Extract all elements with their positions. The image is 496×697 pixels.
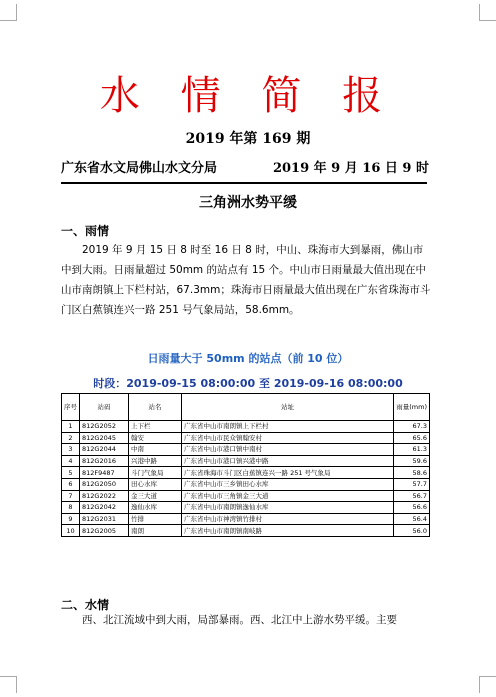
column-header: 雨量(mm) xyxy=(394,394,430,421)
table-time-range: 时段：2019-09-15 08:00:00 至 2019-09-16 08:00:00 xyxy=(93,377,403,390)
station-code: 812G2050 xyxy=(80,478,129,490)
section-heading-rain: 一、雨情 xyxy=(61,224,110,238)
station-address: 广东省中山市南朗镇逸仙水库 xyxy=(182,502,394,514)
issuing-organization: 广东省水文局佛山水文分局 xyxy=(61,161,218,176)
section-heading-water: 二、水情 xyxy=(61,598,110,612)
row-index: 8 xyxy=(62,502,80,514)
station-address: 广东省中山市三角镇金三大道 xyxy=(182,490,394,502)
station-address: 广东省中山市港口镇兴港中路 xyxy=(182,455,394,467)
rainfall-value: 56.6 xyxy=(394,502,430,514)
rainfall-value: 61.3 xyxy=(394,444,430,456)
water-paragraph: 西、北江流域中到大雨，局部暴雨。西、北江中上游水势平缓。主要 xyxy=(82,614,397,626)
table-row xyxy=(62,502,430,514)
table-row xyxy=(62,432,430,444)
row-index: 3 xyxy=(62,444,80,456)
station-name: 逸仙水库 xyxy=(129,502,182,514)
rainfall-value: 59.6 xyxy=(394,455,430,467)
table-row xyxy=(62,525,430,537)
column-header: 序号 xyxy=(62,394,80,421)
station-code: 812G2016 xyxy=(80,455,129,467)
rainfall-value: 56.4 xyxy=(394,513,430,525)
table-row xyxy=(62,513,430,525)
corner-mark xyxy=(0,676,17,693)
station-code: 812G2005 xyxy=(80,525,129,537)
corner-mark xyxy=(479,676,496,693)
issue-date: 2019 年 9 月 16 日 9 时 xyxy=(272,161,429,176)
station-address: 广东省珠海市斗门区白蕉镇连兴一路 251 号气象局 xyxy=(182,467,394,479)
station-code: 812G2022 xyxy=(80,490,129,502)
station-address: 广东省中山市南朗镇南岐路 xyxy=(182,525,394,537)
rainfall-value: 57.7 xyxy=(394,478,430,490)
row-index: 6 xyxy=(62,478,80,490)
station-name: 兴港中路 xyxy=(129,455,182,467)
station-name: 竹排 xyxy=(129,513,182,525)
row-index: 2 xyxy=(62,432,80,444)
table-row xyxy=(62,490,430,502)
station-name: 斗门气象局 xyxy=(129,467,182,479)
row-index: 4 xyxy=(62,455,80,467)
rainfall-value: 56.7 xyxy=(394,490,430,502)
station-name: 上下栏 xyxy=(129,421,182,433)
station-code: 812G2052 xyxy=(80,421,129,433)
station-name: 田心水库 xyxy=(129,478,182,490)
report-title: 水 情 简 报 xyxy=(99,73,397,119)
row-index: 9 xyxy=(62,513,80,525)
table-row xyxy=(62,444,430,456)
table-row xyxy=(62,478,430,490)
station-address: 广东省中山市三乡镇田心水库 xyxy=(182,478,394,490)
station-address: 广东省中山市南朗镇上下栏村 xyxy=(182,421,394,433)
column-header: 站址 xyxy=(182,394,394,421)
row-index: 10 xyxy=(62,525,80,537)
table-row xyxy=(62,467,430,479)
table-row xyxy=(62,455,430,467)
column-header: 站码 xyxy=(80,394,129,421)
table-title: 日雨量大于 50mm 的站点（前 10 位） xyxy=(147,352,349,365)
station-address: 广东省中山市港口镇中南村 xyxy=(182,444,394,456)
rainfall-value: 56.0 xyxy=(394,525,430,537)
station-name: 金三大道 xyxy=(129,490,182,502)
column-header: 站名 xyxy=(129,394,182,421)
corner-mark xyxy=(479,4,496,21)
header-divider xyxy=(61,182,427,184)
rainfall-value: 58.6 xyxy=(394,467,430,479)
station-code: 812F9487 xyxy=(80,467,129,479)
rainfall-value: 67.3 xyxy=(394,421,430,433)
station-name: 南朗 xyxy=(129,525,182,537)
station-address: 广东省中山市神湾镇竹排村 xyxy=(182,513,394,525)
station-code: 812G2031 xyxy=(80,513,129,525)
corner-mark xyxy=(0,4,17,21)
row-index: 5 xyxy=(62,467,80,479)
station-code: 812G2042 xyxy=(80,502,129,514)
station-address: 广东省中山市民众镇翰安村 xyxy=(182,432,394,444)
station-name: 翰安 xyxy=(129,432,182,444)
row-index: 1 xyxy=(62,421,80,433)
table-header-row xyxy=(62,394,430,421)
station-code: 812G2045 xyxy=(80,432,129,444)
issue-number: 2019 年第 169 期 xyxy=(185,131,311,147)
row-index: 7 xyxy=(62,490,80,502)
headline: 三角洲水势平缓 xyxy=(199,195,297,211)
station-name: 中南 xyxy=(129,444,182,456)
rainfall-value: 65.6 xyxy=(394,432,430,444)
table-row xyxy=(62,421,430,433)
rainfall-table xyxy=(61,393,430,537)
rain-paragraph: 2019 年 9 月 15 日 8 时至 16 日 8 时，中山、珠海市大到暴雨，佛山市中到大雨。日雨量超过 50mm 的站点有 15 个。中山市日雨量最大值出现在中山市南朗镇上下栏村站，67.3mm；珠海市日雨量最大值出现在广东省珠海市斗门区白蕉镇连兴一路 251 号气象局站，58.6mm。 xyxy=(61,244,431,316)
station-code: 812G2044 xyxy=(80,444,129,456)
